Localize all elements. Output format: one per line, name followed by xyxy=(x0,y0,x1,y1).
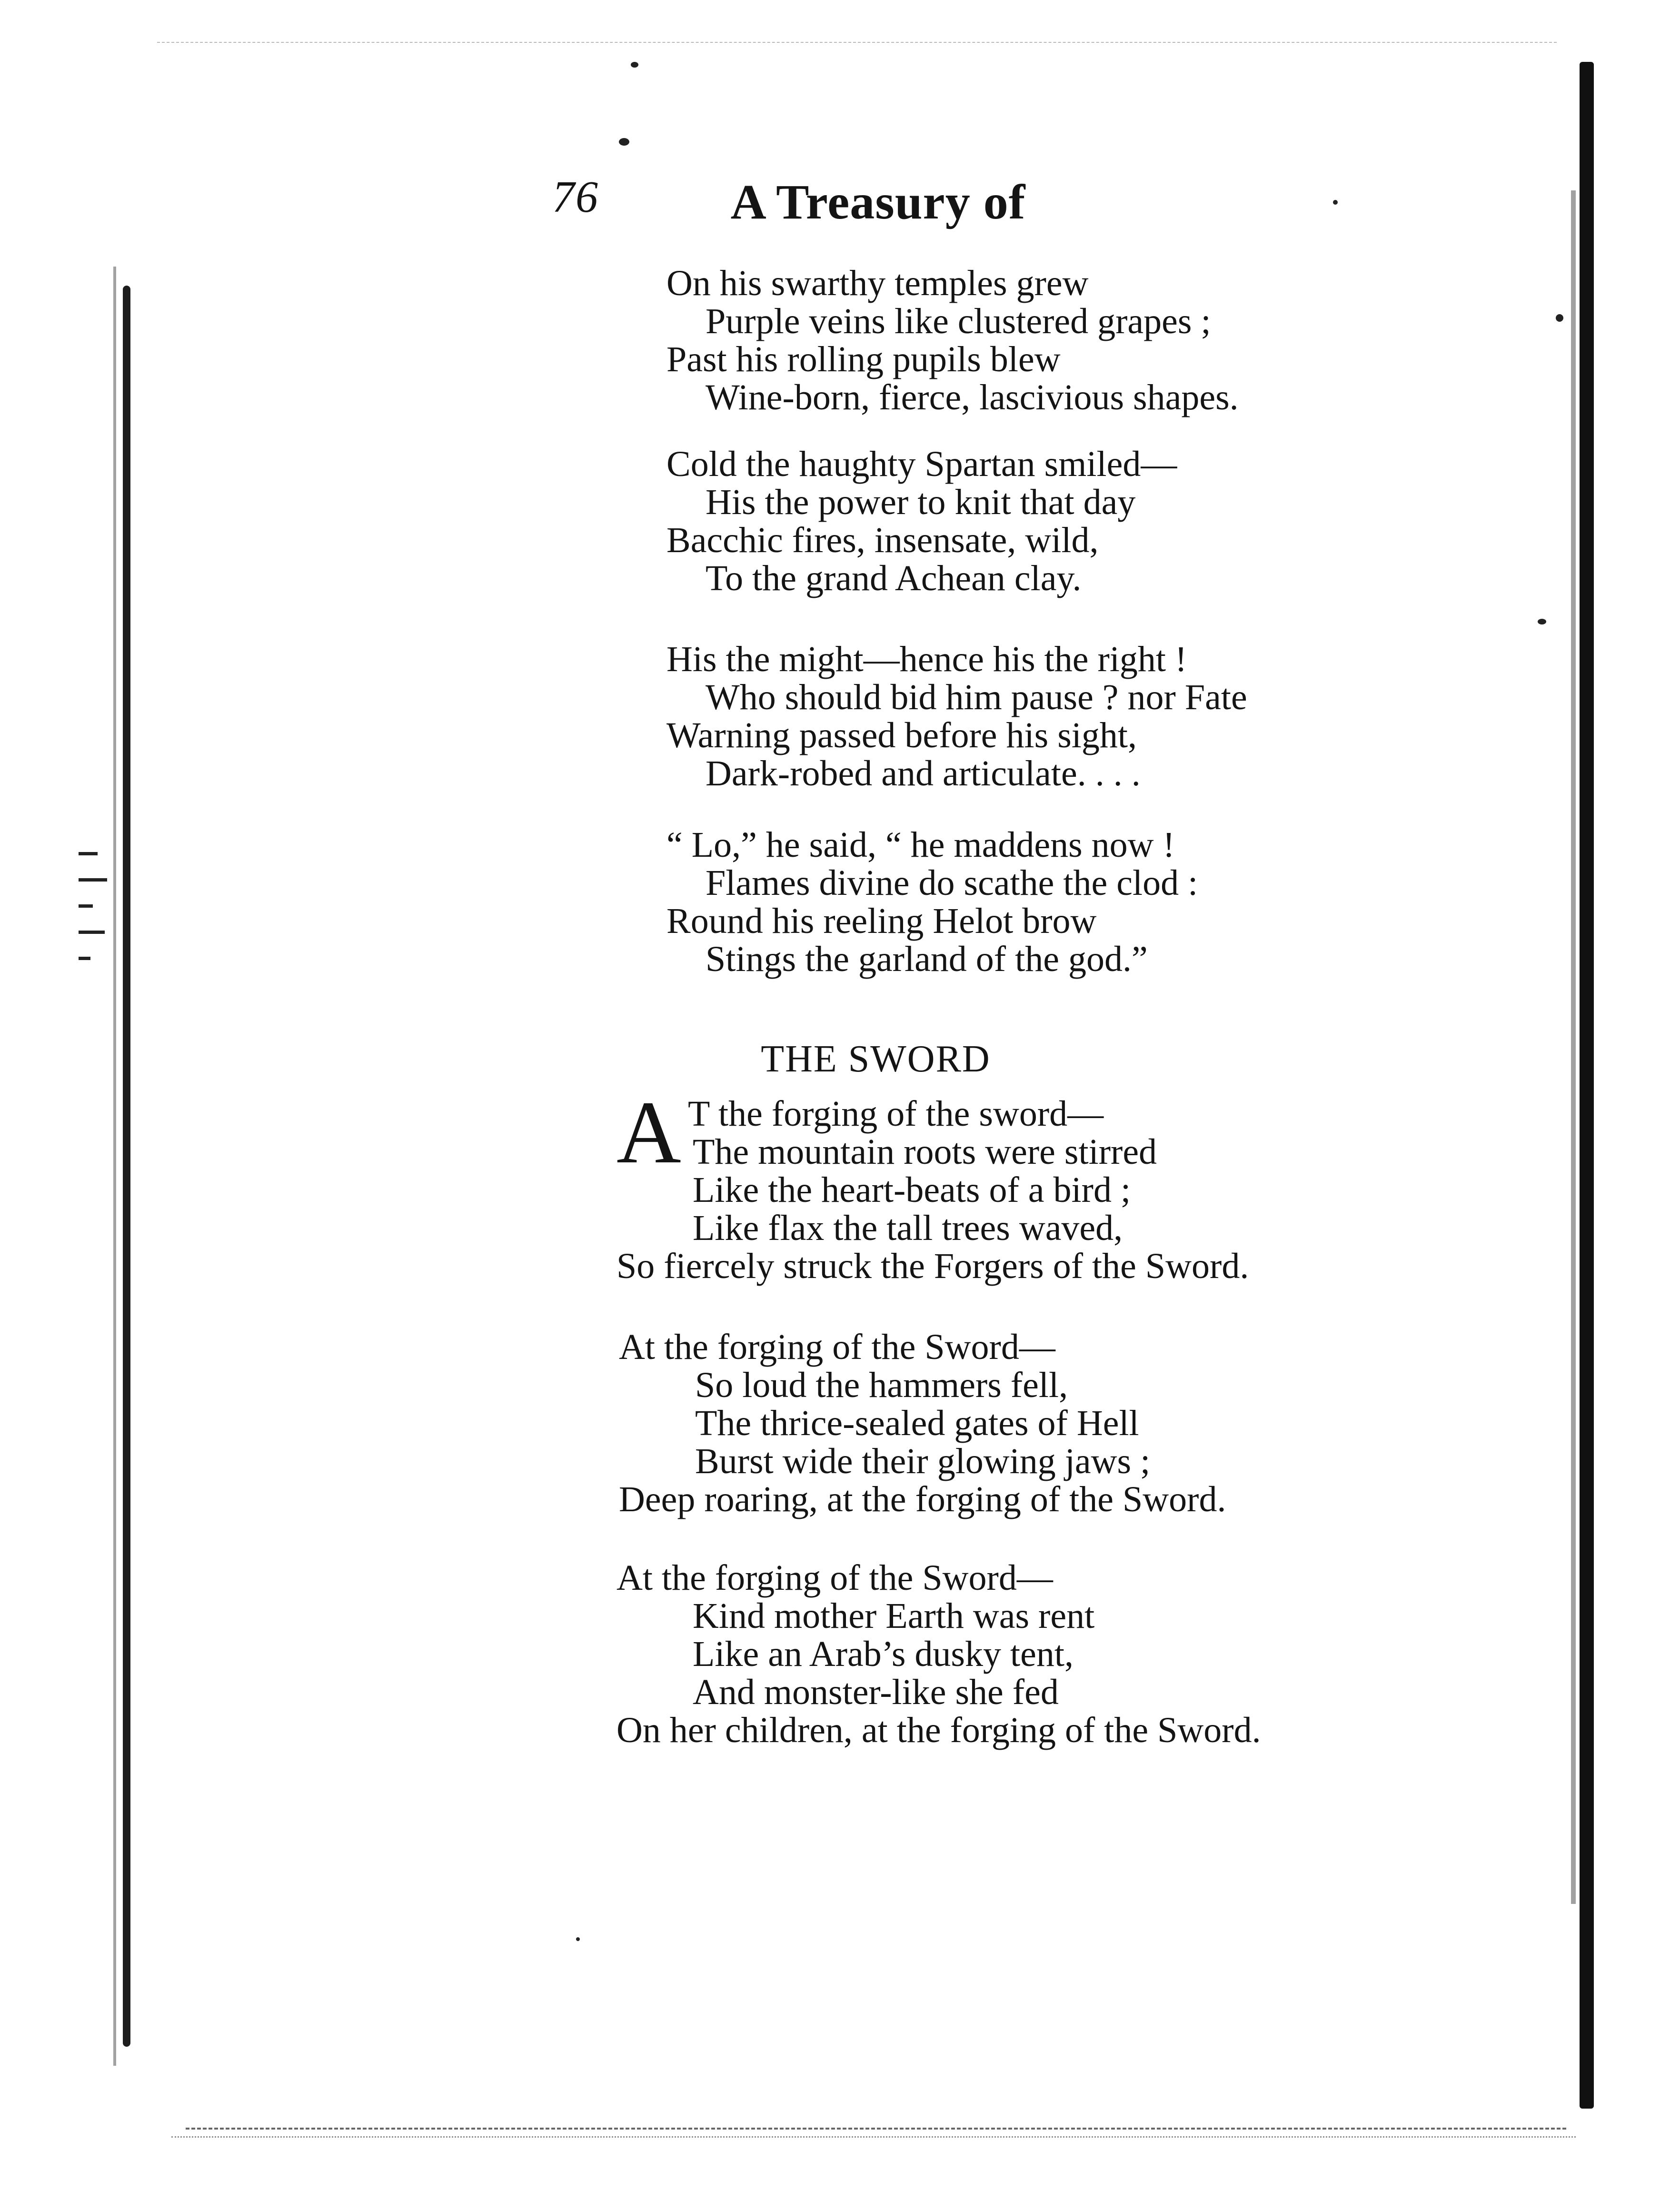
verse-line: So loud the hammers fell, xyxy=(695,1365,1068,1405)
ink-speck xyxy=(1556,314,1563,322)
poem-one-stanza-1 xyxy=(666,264,1239,416)
ink-speck xyxy=(576,1937,580,1941)
poem-two-stanza-1 xyxy=(616,1082,1249,1286)
poem-one-stanza-3 xyxy=(666,640,1247,793)
verse-line: Round his reeling Helot brow xyxy=(666,901,1097,941)
verse-line: The mountain roots were stirred xyxy=(693,1132,1157,1172)
verse-line: Past his rolling pupils blew xyxy=(666,339,1061,379)
verse-line: Burst wide their glowing jaws ; xyxy=(695,1441,1151,1481)
verse-line: Like an Arab’s dusky tent, xyxy=(693,1634,1074,1674)
verse-line: His the power to knit that day xyxy=(706,482,1136,522)
verse-line: Warning passed before his sight, xyxy=(666,715,1137,755)
verse-line: T the forging of the sword— xyxy=(688,1094,1104,1134)
verse-line: Flames divine do scathe the clod : xyxy=(706,863,1198,903)
verse-line: Like flax the tall trees waved, xyxy=(693,1208,1123,1248)
left-binding-edge xyxy=(123,286,130,2047)
verse-line: So fiercely struck the Forgers of the Sword. xyxy=(616,1246,1249,1286)
poem-two-stanza-3 xyxy=(616,1559,1261,1749)
page-top-edge xyxy=(157,42,1557,44)
left-margin-marks xyxy=(79,852,112,1033)
ink-speck xyxy=(619,138,629,146)
drop-cap: A xyxy=(616,1082,681,1182)
verse-line: “ Lo,” he said, “ he maddens now ! xyxy=(666,825,1175,865)
verse-line: Like the heart-beats of a bird ; xyxy=(693,1170,1131,1210)
ink-speck xyxy=(631,62,638,68)
verse-line: At the forging of the Sword— xyxy=(619,1327,1055,1367)
verse-line: His the might—hence his the right ! xyxy=(666,639,1187,679)
running-title: A Treasury of xyxy=(730,175,1026,229)
verse-line: Purple veins like clustered grapes ; xyxy=(706,301,1211,341)
poem-one-stanza-2 xyxy=(666,445,1177,597)
verse-line: At the forging of the Sword— xyxy=(616,1558,1053,1598)
right-binding-edge xyxy=(1580,62,1594,2109)
poem-title: THE SWORD xyxy=(761,1038,991,1080)
left-binding-shadow xyxy=(113,267,116,2066)
page-number: 76 xyxy=(552,172,599,222)
verse-line: Wine-born, fierce, lascivious shapes. xyxy=(706,377,1239,417)
page-bottom-edge xyxy=(186,2128,1566,2131)
verse-line: Dark-robed and articulate. . . . xyxy=(706,753,1141,793)
verse-line: Cold the haughty Spartan smiled— xyxy=(666,444,1177,484)
verse-line: To the grand Achean clay. xyxy=(706,558,1082,598)
poem-one-stanza-4 xyxy=(666,826,1198,978)
page-bottom-edge-shadow xyxy=(171,2136,1576,2139)
verse-line: Stings the garland of the god.” xyxy=(706,939,1148,979)
verse-line: On her children, at the forging of the Sword. xyxy=(616,1710,1261,1750)
verse-line: Bacchic fires, insensate, wild, xyxy=(666,520,1099,560)
verse-line: Kind mother Earth was rent xyxy=(693,1596,1095,1636)
poem-two-stanza-2 xyxy=(619,1328,1226,1518)
verse-line: On his swarthy temples grew xyxy=(666,263,1089,303)
verse-line: And monster-like she fed xyxy=(693,1672,1059,1712)
verse-line: The thrice-sealed gates of Hell xyxy=(695,1403,1139,1443)
ink-speck xyxy=(1538,619,1546,624)
verse-line: Who should bid him pause ? nor Fate xyxy=(706,677,1247,717)
verse-line: Deep roaring, at the forging of the Sword. xyxy=(619,1479,1226,1519)
